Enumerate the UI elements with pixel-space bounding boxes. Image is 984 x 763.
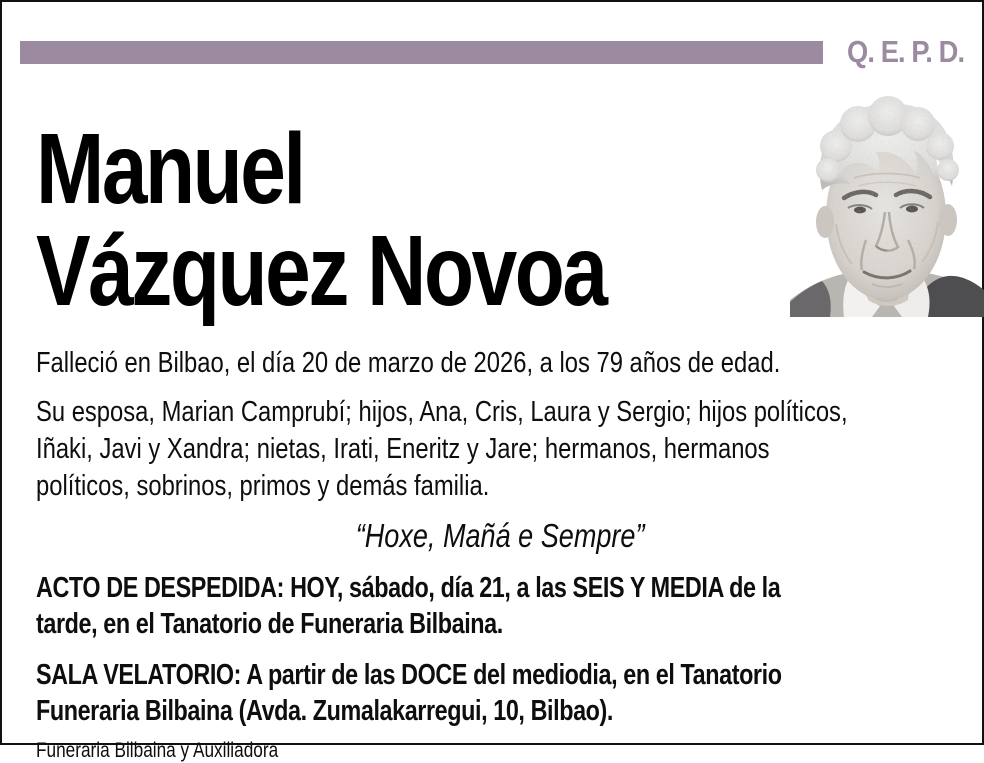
name-line-1: Manuel [36, 113, 304, 225]
farewell-act-paragraph [36, 570, 964, 642]
family-line: Su esposa, Marian Camprubí; hijos, Ana, Cris, Laura y Sergio; hijos políticos, [36, 396, 848, 428]
obituary-header [20, 34, 964, 69]
family-line: Iñaki, Javi y Xandra; nietas, Irati, Eneritz y Jare; hermanos, hermanos [36, 433, 770, 465]
name-line-2: Vázquez Novoa [36, 215, 606, 327]
wake-room-paragraph [36, 657, 964, 729]
wake-line: SALA VELATORIO: A partir de las DOCE del mediodia, en el Tanatorio [36, 659, 782, 691]
memorial-quote: “Hoxe, Mañá e Sempre” [355, 517, 645, 554]
deceased-name [36, 113, 964, 327]
death-notice-line: Falleció en Bilbao, el día 20 de marzo de 2026, a los 79 años de edad. [36, 347, 781, 379]
farewell-line: ACTO DE DESPEDIDA: HOY, sábado, día 21, a las SEIS Y MEDIA de la [36, 572, 781, 604]
family-line: políticos, sobrinos, primos y demás familia. [36, 470, 490, 502]
farewell-line: tarde, en el Tanatorio de Funeraria Bilbaina. [36, 608, 503, 640]
qepd-label: Q. E. P. D. [846, 34, 964, 69]
obituary-body [36, 64, 964, 763]
wake-line: Funeraria Bilbaina (Avda. Zumalakarregui, 10, Bilbao). [36, 695, 613, 727]
funeral-home-credit: Funeraria Bilbaina y Auxiliadora [36, 739, 279, 762]
family-paragraph [36, 394, 964, 505]
header-rule-bar [20, 41, 823, 64]
